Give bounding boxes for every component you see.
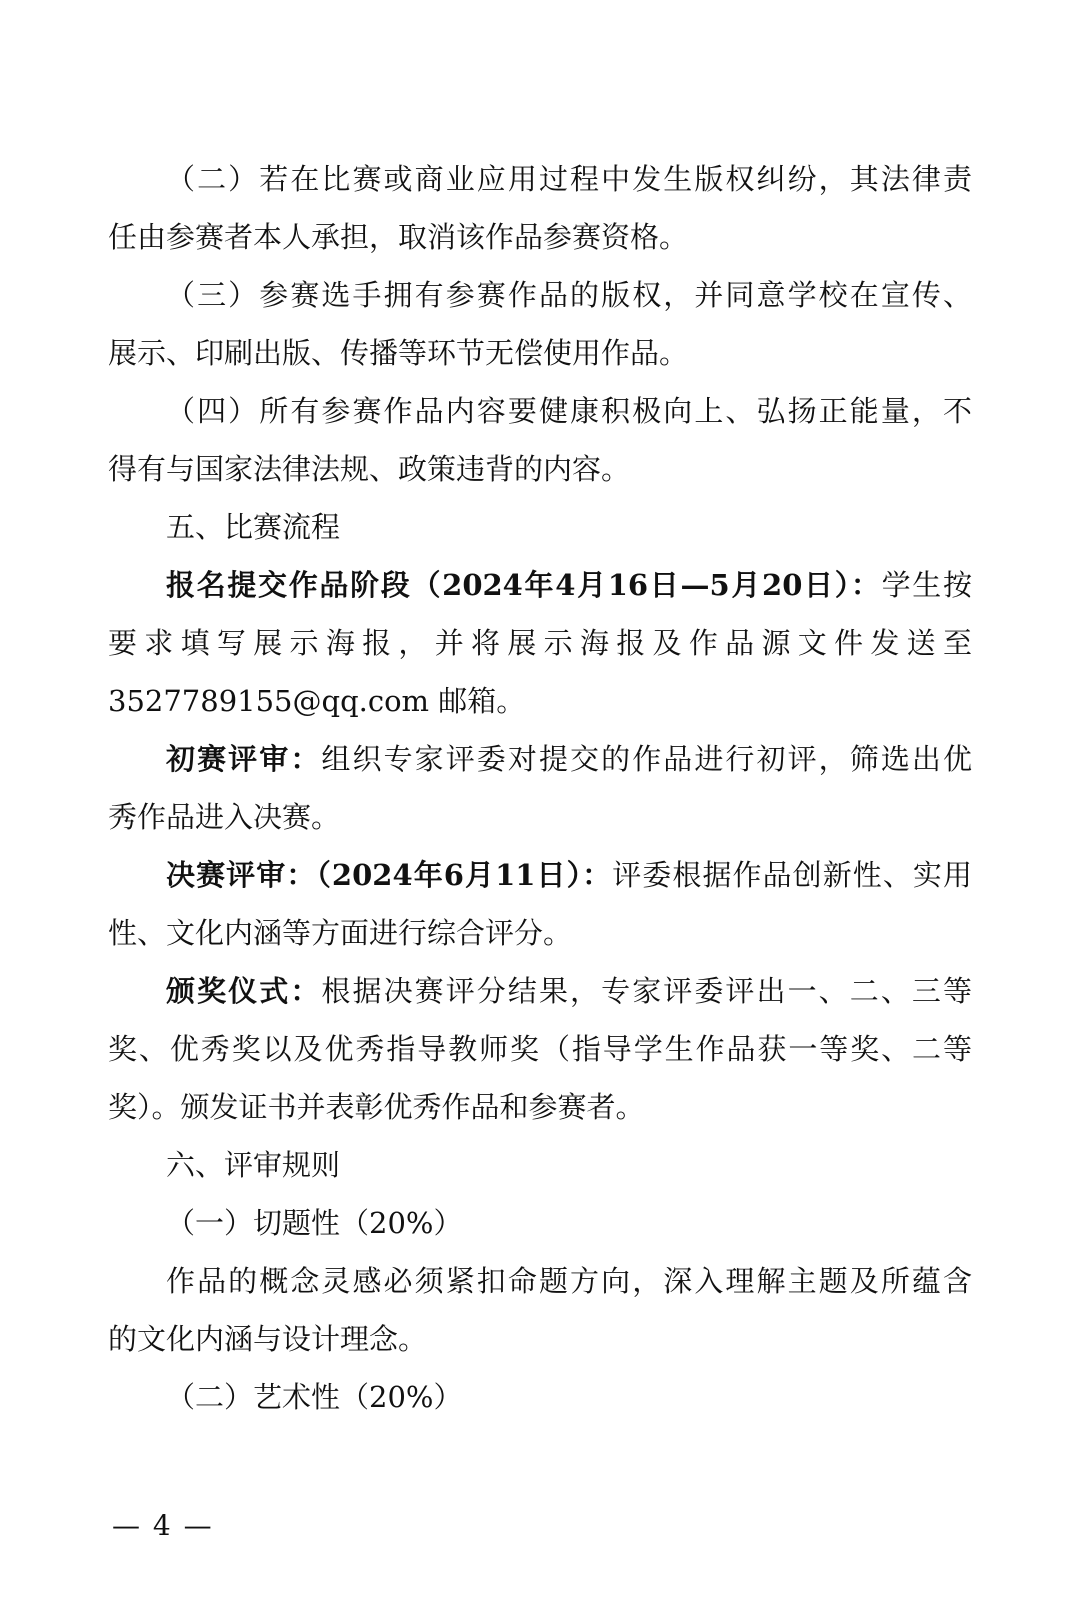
paragraph-line: 初赛评审：组织专家评委对提交的作品进行初评，筛选出优 [166, 742, 972, 776]
paragraph-lead: 报名提交作品阶段（2024年4月16日—5月20日）： [166, 568, 882, 602]
paragraph-line: 要求填写展示海报，并将展示海报及作品源文件发送至 [108, 626, 972, 660]
paragraph-line: 性、文化内涵等方面进行综合评分。 [108, 916, 573, 950]
paragraph-lead: 初赛评审： [166, 742, 322, 776]
page-number: — 4 — [112, 1509, 214, 1542]
paragraph-line: （二）若在比赛或商业应用过程中发生版权纠纷，其法律责 [166, 162, 972, 196]
section-heading: 五、比赛流程 [166, 510, 341, 544]
paragraph-line: 得有与国家法律法规、政策违背的内容。 [108, 452, 631, 486]
paragraph-line: （四）所有参赛作品内容要健康积极向上、弘扬正能量，不 [166, 394, 972, 428]
paragraph-lead: 颁奖仪式： [166, 974, 322, 1008]
document-body [108, 150, 972, 1426]
subsection-heading: （二）艺术性（20%） [166, 1380, 463, 1414]
paragraph-line: 秀作品进入决赛。 [108, 800, 341, 834]
paragraph-line [108, 672, 972, 730]
paragraph-line: 任由参赛者本人承担，取消该作品参赛资格。 [108, 220, 689, 254]
email-text: 3527789155@qq.com 邮箱。 [108, 684, 526, 718]
paragraph-line: 颁奖仪式：根据决赛评分结果，专家评委评出一、二、三等 [166, 974, 972, 1008]
paragraph-line: （三）参赛选手拥有参赛作品的版权，并同意学校在宣传、 [166, 278, 972, 312]
paragraph-line: 报名提交作品阶段（2024年4月16日—5月20日）：学生按 [166, 568, 972, 602]
paragraph-lead: 决赛评审：（2024年6月11日）： [166, 858, 613, 892]
section-heading: 六、评审规则 [166, 1148, 341, 1182]
paragraph-line: 奖）。颁发证书并表彰优秀作品和参赛者。 [108, 1090, 645, 1124]
paragraph-line: 的文化内涵与设计理念。 [108, 1322, 428, 1356]
paragraph-line: 作品的概念灵感必须紧扣命题方向，深入理解主题及所蕴含 [166, 1264, 972, 1298]
paragraph-line: 决赛评审：（2024年6月11日）：评委根据作品创新性、实用 [166, 858, 972, 892]
subsection-heading: （一）切题性（20%） [166, 1206, 463, 1240]
paragraph-line: 奖、优秀奖以及优秀指导教师奖（指导学生作品获一等奖、二等 [108, 1032, 972, 1066]
paragraph-line: 展示、印刷出版、传播等环节无偿使用作品。 [108, 336, 689, 370]
